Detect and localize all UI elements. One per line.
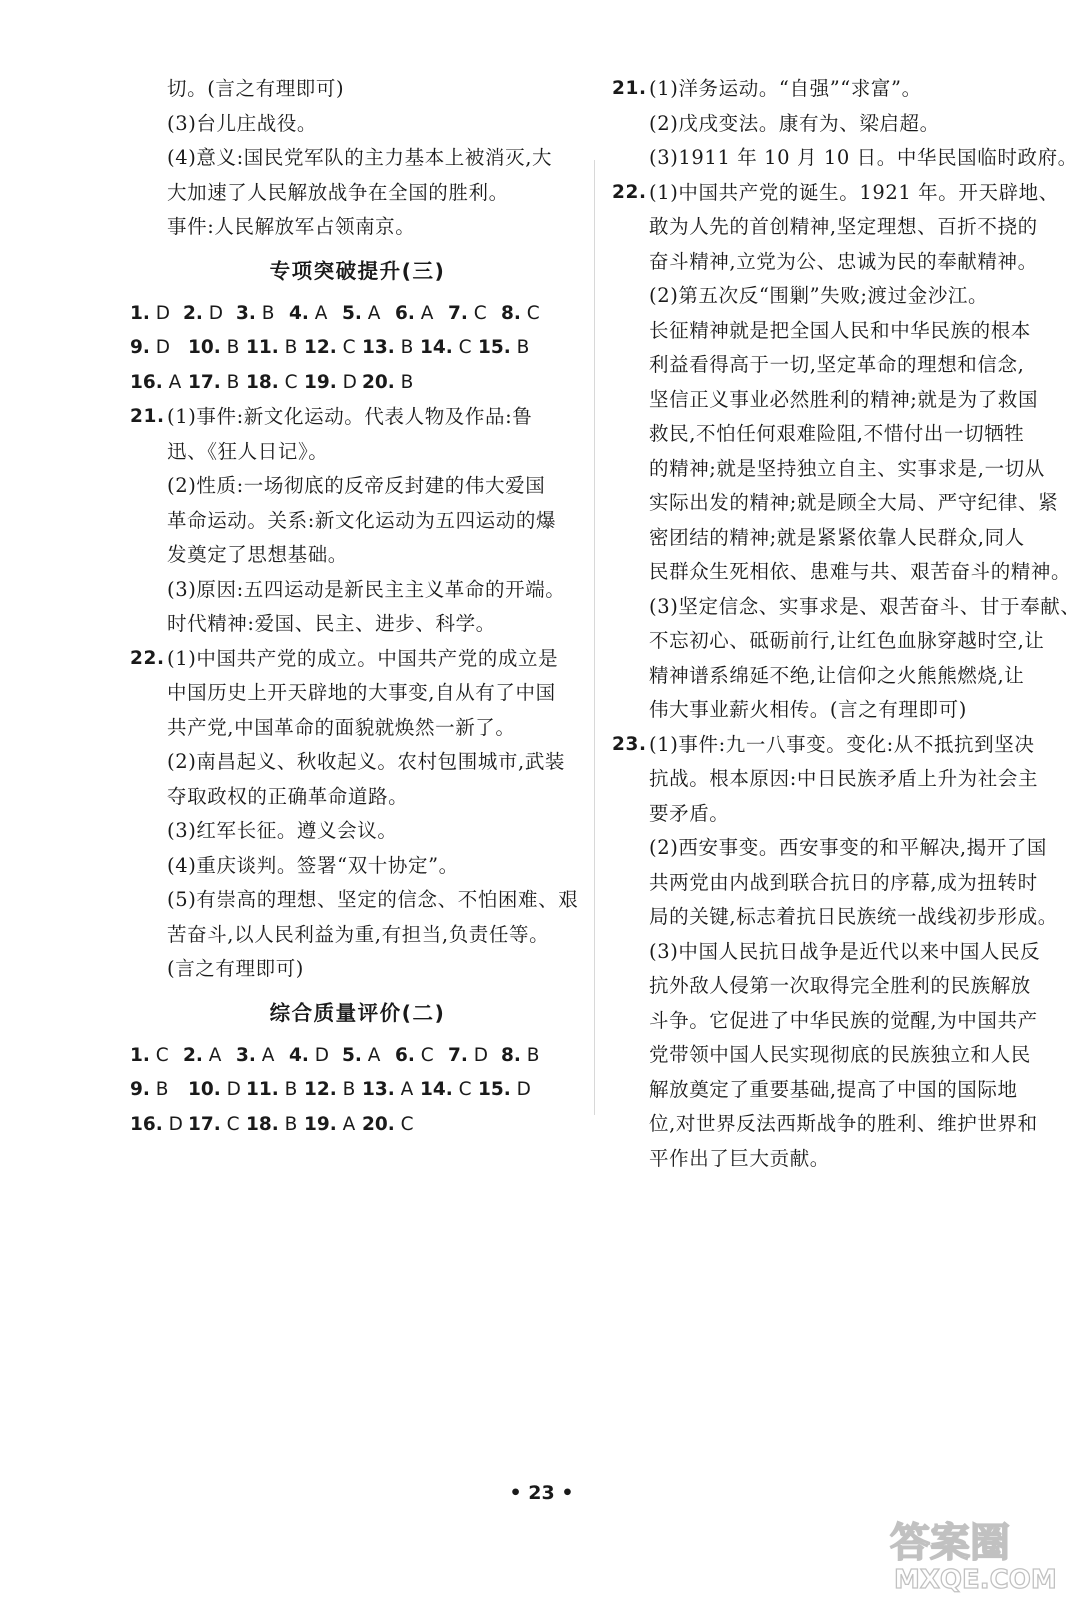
- question-number: 21.: [612, 78, 647, 99]
- choice-letter: D: [516, 1079, 531, 1100]
- choice-number: 20.: [362, 1113, 395, 1135]
- choice-number: 11.: [246, 337, 279, 358]
- choice-letter: B: [526, 1044, 540, 1066]
- question-number: 23.: [612, 733, 647, 755]
- choice-number: 14.: [420, 337, 453, 358]
- answer-line: [612, 1107, 1062, 1142]
- choice-letter: A: [342, 1113, 356, 1135]
- choice-letter: A: [208, 1044, 222, 1066]
- choice-answer: [236, 1039, 289, 1074]
- answer-line: [612, 486, 1062, 521]
- choice-number: 5.: [342, 302, 362, 324]
- choice-letter: D: [155, 337, 171, 358]
- answer-line: [130, 780, 585, 815]
- choice-letter: C: [458, 1079, 472, 1100]
- choice-letter: B: [261, 302, 275, 324]
- choice-answer: [478, 331, 536, 366]
- answer-text: 解放奠定了重要基础,提高了中国的国际地: [649, 1077, 1018, 1101]
- answer-line: 事件:人民解放军占领南京。: [167, 215, 416, 238]
- answer-text: (4)重庆谈判。签署“双十协定”。: [167, 853, 459, 877]
- choice-number: 17.: [188, 371, 221, 393]
- answer-text: 要矛盾。: [649, 801, 730, 825]
- answer-line: [612, 1073, 1062, 1108]
- choice-answer: [246, 331, 304, 366]
- question-number-spacer: [612, 1038, 649, 1073]
- choice-answer: [130, 1073, 188, 1108]
- answer-line: [612, 728, 1062, 763]
- answer-text: 伟大事业薪火相传。(言之有理即可): [649, 698, 967, 721]
- question-number-spacer: [130, 780, 167, 815]
- answer-text: 位,对世界反法西斯战争的胜利、维护世界和: [649, 1112, 1038, 1135]
- question-number-spacer: [612, 831, 649, 866]
- choice-letter: D: [473, 1044, 489, 1066]
- choice-letter: B: [226, 371, 240, 393]
- choice-answer: [246, 1073, 304, 1108]
- question-number-spacer: [612, 866, 649, 901]
- answer-line: [612, 176, 1062, 211]
- question-number-spacer: [612, 279, 649, 314]
- answer-text: (1)事件:九一八事变。变化:从不抵抗到坚决: [649, 732, 1035, 756]
- choice-number: 20.: [362, 371, 395, 393]
- answer-line: 切。(言之有理即可): [167, 77, 345, 100]
- answer-line: [130, 952, 585, 987]
- answer-text: 夺取政权的正确革命道路。: [167, 784, 409, 808]
- answer-text: (2)第五次反“围剿”失败;渡过金沙江。: [649, 284, 989, 307]
- answer-text: (2)戊戌变法。康有为、梁启超。: [649, 111, 940, 135]
- answer-text: (2)南昌起义、秋收起义。农村包围城市,武装: [167, 750, 566, 773]
- choice-number: 8.: [501, 302, 521, 324]
- answer-text: (5)有崇高的理想、坚定的信念、不怕困难、艰: [167, 888, 579, 911]
- choice-answer: [130, 366, 188, 401]
- left-column: [130, 72, 585, 1142]
- choice-answer: [246, 1108, 304, 1143]
- choice-letter: C: [155, 1044, 169, 1066]
- section-title: 综合质量评价(二): [269, 1000, 446, 1025]
- answer-line: [612, 1142, 1062, 1177]
- choice-answer: [183, 1039, 236, 1074]
- choice-letter: D: [208, 302, 224, 324]
- question-number-spacer: [612, 245, 649, 280]
- question-number-spacer: [612, 797, 649, 832]
- question-number-spacer: [130, 814, 167, 849]
- answer-text: 密团结的精神;就是紧紧依靠人民群众,同人: [649, 525, 1025, 549]
- answer-line: [612, 314, 1062, 349]
- choice-letter: D: [314, 1044, 330, 1066]
- question-number-spacer: [130, 607, 167, 642]
- answer-line: [612, 693, 1062, 728]
- question-number-spacer: [612, 762, 649, 797]
- choice-answer-row: [130, 331, 585, 366]
- choice-answer: [395, 1039, 448, 1074]
- answer-line: [130, 538, 585, 573]
- choice-number: 16.: [130, 1113, 163, 1135]
- choice-answer-row: [130, 366, 585, 401]
- choice-number: 6.: [395, 302, 415, 324]
- choice-number: 2.: [183, 302, 203, 324]
- answer-line: [612, 969, 1062, 1004]
- choice-number: 16.: [130, 371, 163, 393]
- choice-number: 7.: [448, 302, 468, 324]
- answer-line: [612, 831, 1062, 866]
- question-number-spacer: [130, 538, 167, 573]
- answer-line: [130, 711, 585, 746]
- choice-answer: [395, 297, 448, 332]
- answer-text: 迅、《狂人日记》。: [167, 439, 329, 463]
- answer-line: [612, 555, 1072, 590]
- answer-line: [612, 762, 1062, 797]
- svg-text:MXQE.COM: MXQE.COM: [894, 1565, 1057, 1594]
- answer-line: [612, 107, 1062, 142]
- question-number-spacer: [612, 693, 649, 728]
- watermark-logo: [882, 1508, 1067, 1594]
- answer-text: 发奠定了思想基础。: [167, 543, 348, 566]
- answer-line: [612, 659, 1062, 694]
- choice-answer: [420, 331, 478, 366]
- answer-line: [612, 935, 1062, 970]
- choice-number: 12.: [304, 337, 337, 358]
- answer-line: [612, 521, 1062, 556]
- choice-letter: B: [226, 337, 240, 358]
- section-title: 专项突破提升(三): [269, 258, 446, 283]
- choice-letter: D: [168, 1113, 183, 1135]
- choice-number: 19.: [304, 371, 337, 393]
- choice-letter: B: [284, 1079, 298, 1100]
- choice-answer: [362, 1108, 420, 1143]
- choice-letter: C: [226, 1113, 240, 1135]
- choice-answer: [342, 297, 395, 332]
- question-number-spacer: [612, 935, 649, 970]
- answer-text: (3)红军长征。遵义会议。: [167, 819, 398, 842]
- choice-answer: [448, 1039, 501, 1074]
- choice-number: 17.: [188, 1113, 221, 1135]
- answer-line: [130, 504, 585, 539]
- choice-answer: [304, 1073, 362, 1108]
- question-number-spacer: [130, 676, 167, 711]
- question-number-spacer: [612, 452, 649, 487]
- question-number: 22.: [612, 181, 647, 203]
- choice-letter: B: [284, 1113, 298, 1135]
- choice-answer: [362, 331, 420, 366]
- choice-letter: C: [473, 302, 487, 324]
- answer-line: [612, 417, 1062, 452]
- choice-letter: B: [400, 371, 414, 393]
- question-number: 22.: [130, 647, 165, 669]
- choice-answer: [130, 1108, 188, 1143]
- choice-answer: [188, 1108, 246, 1143]
- question-number-spacer: [130, 711, 167, 746]
- choice-letter: C: [458, 337, 472, 358]
- choice-letter: C: [342, 337, 356, 358]
- choice-answer: [478, 1073, 536, 1108]
- column-divider: [594, 160, 595, 1115]
- choice-answer: [246, 366, 304, 401]
- answer-line: [130, 400, 585, 435]
- answer-text: 斗争。它促进了中华民族的觉醒,为中国共产: [649, 1008, 1038, 1032]
- choice-letter: B: [516, 337, 530, 358]
- choice-answer: [188, 1073, 246, 1108]
- answer-line: [130, 676, 585, 711]
- choice-letter: A: [168, 371, 182, 393]
- choice-number: 3.: [236, 1044, 256, 1066]
- choice-number: 14.: [420, 1079, 453, 1100]
- answer-text: 党带领中国人民实现彻底的民族独立和人民: [649, 1043, 1031, 1066]
- choice-answer: [304, 1108, 362, 1143]
- question-number-spacer: [612, 521, 649, 556]
- answer-line: [130, 883, 585, 918]
- answer-text: 局的关键,标志着抗日民族统一战线初步形成。: [649, 905, 1058, 928]
- answer-line: [612, 1038, 1062, 1073]
- choice-letter: A: [420, 302, 434, 324]
- answer-text: (1)中国共产党的成立。中国共产党的成立是: [167, 646, 559, 670]
- choice-letter: D: [226, 1079, 241, 1100]
- answer-line: [130, 573, 585, 608]
- choice-answer-row: [130, 1039, 585, 1074]
- answer-text: 民群众生死相依、患难与共、艰苦奋斗的精神。: [649, 560, 1072, 583]
- choice-letter: C: [284, 371, 298, 393]
- answer-text: 苦奋斗,以人民利益为重,有担当,负责任等。: [167, 922, 550, 946]
- question-number-spacer: [612, 141, 649, 176]
- answer-line: [612, 452, 1062, 487]
- answer-text: (2)性质:一场彻底的反帝反封建的伟大爱国: [167, 474, 546, 497]
- choice-number: 6.: [395, 1044, 415, 1066]
- question-number: 21.: [130, 406, 165, 427]
- answer-text: 坚信正义事业必然胜利的精神;就是为了救国: [649, 387, 1039, 411]
- choice-number: 11.: [246, 1079, 279, 1100]
- answer-text: (1)中国共产党的诞生。1921 年。开天辟地、: [649, 180, 1059, 204]
- answer-line: [130, 642, 585, 677]
- choice-letter: C: [420, 1044, 434, 1066]
- answer-text: 抗外敌人侵第一次取得完全胜利的民族解放: [649, 974, 1031, 997]
- question-number-spacer: [612, 107, 649, 142]
- choice-letter: A: [400, 1079, 414, 1100]
- answer-line: [612, 245, 1062, 280]
- choice-letter: B: [284, 337, 298, 358]
- choice-answer: [130, 331, 188, 366]
- choice-number: 13.: [362, 1079, 395, 1100]
- choice-letter: B: [400, 337, 414, 358]
- question-number-spacer: [612, 900, 649, 935]
- choice-number: 5.: [342, 1044, 362, 1066]
- choice-letter: A: [261, 1044, 275, 1066]
- question-number-spacer: [612, 1142, 649, 1177]
- answer-text: 平作出了巨大贡献。: [649, 1146, 830, 1170]
- question-number-spacer: [612, 1107, 649, 1142]
- answer-text: 抗战。根本原因:中日民族矛盾上升为社会主: [649, 767, 1039, 790]
- choice-answer: [188, 366, 246, 401]
- choice-number: 4.: [289, 1044, 309, 1066]
- choice-answer: [362, 366, 420, 401]
- answer-text: 救民,不怕任何艰难险阻,不惜付出一切牺牲: [649, 422, 1025, 445]
- answer-line: [130, 814, 585, 849]
- question-number-spacer: [130, 918, 167, 953]
- answer-line: [612, 210, 1062, 245]
- answer-line: (3)台儿庄战役。: [167, 111, 318, 135]
- choice-answer: [183, 297, 236, 332]
- choice-number: 15.: [478, 337, 511, 358]
- answer-line: [130, 745, 585, 780]
- choice-answer: [188, 331, 246, 366]
- choice-letter: B: [342, 1079, 356, 1100]
- choice-number: 2.: [183, 1044, 203, 1066]
- choice-letter: A: [367, 1044, 381, 1066]
- choice-number: 1.: [130, 1044, 150, 1066]
- question-number-spacer: [612, 210, 649, 245]
- answer-line: [612, 72, 1062, 107]
- choice-letter: C: [400, 1113, 414, 1135]
- choice-number: 9.: [130, 337, 150, 358]
- choice-answer: [342, 1039, 395, 1074]
- choice-answer: [289, 297, 342, 332]
- question-number-spacer: [130, 435, 167, 470]
- answer-text: (1)事件:新文化运动。代表人物及作品:鲁: [167, 405, 533, 428]
- question-number-spacer: [612, 314, 649, 349]
- answer-text: 共产党,中国革命的面貌就焕然一新了。: [167, 715, 516, 739]
- choice-number: 8.: [501, 1044, 521, 1066]
- choice-answer: [448, 297, 501, 332]
- answer-text: 不忘初心、砥砺前行,让红色血脉穿越时空,让: [649, 629, 1045, 652]
- answer-line: [612, 383, 1062, 418]
- choice-number: 10.: [188, 1079, 221, 1100]
- answer-line: [612, 141, 1078, 176]
- answer-line: [612, 900, 1062, 935]
- choice-answer-row: [130, 1073, 585, 1108]
- question-number-spacer: [612, 417, 649, 452]
- choice-letter: B: [155, 1079, 169, 1100]
- answer-text: 共两党由内战到联合抗日的序幕,成为扭转时: [649, 870, 1038, 894]
- question-number-spacer: [612, 486, 649, 521]
- question-number-spacer: [130, 469, 167, 504]
- question-number-spacer: [130, 952, 167, 987]
- answer-text: 中国历史上开天辟地的大事变,自从有了中国: [167, 681, 556, 704]
- answer-text: 奋斗精神,立党为公、忠诚为民的奉献精神。: [649, 249, 1038, 273]
- choice-number: 1.: [130, 302, 150, 324]
- choice-letter: D: [155, 302, 171, 324]
- choice-letter: A: [314, 302, 328, 324]
- choice-number: 4.: [289, 302, 309, 324]
- choice-answer: [236, 297, 289, 332]
- answer-text: 实际出发的精神;就是顾全大局、严守纪律、紧: [649, 491, 1059, 514]
- answer-line: [130, 849, 585, 884]
- answer-text: (1)洋务运动。“自强”“求富”。: [649, 77, 922, 100]
- answer-text: (3)原因:五四运动是新民主主义革命的开端。: [167, 577, 566, 601]
- right-column: [612, 72, 1081, 1176]
- choice-letter: A: [367, 302, 381, 324]
- answer-text: (3)中国人民抗日战争是近代以来中国人民反: [649, 939, 1041, 963]
- answer-text: (2)西安事变。西安事变的和平解决,揭开了国: [649, 836, 1048, 859]
- question-number-spacer: [612, 659, 649, 694]
- choice-answer-row: [130, 1108, 585, 1143]
- question-number-spacer: [612, 348, 649, 383]
- choice-answer: [304, 366, 362, 401]
- choice-number: 19.: [304, 1113, 337, 1135]
- answer-line: [612, 624, 1062, 659]
- choice-answer: [501, 1039, 554, 1074]
- answer-text: 时代精神:爱国、民主、进步、科学。: [167, 612, 496, 635]
- answer-line: [612, 797, 1062, 832]
- answer-text: 长征精神就是把全国人民和中华民族的根本: [649, 318, 1031, 342]
- answer-text: 的精神;就是坚持独立自主、实事求是,一切从: [649, 456, 1045, 480]
- answer-text: 利益看得高于一切,坚定革命的理想和信念,: [649, 353, 1025, 376]
- answer-text: 革命运动。关系:新文化运动为五四运动的爆: [167, 508, 557, 532]
- choice-answer: [362, 1073, 420, 1108]
- choice-answer: [420, 1073, 478, 1108]
- question-number-spacer: [130, 883, 167, 918]
- choice-answer: [130, 297, 183, 332]
- choice-answer: [501, 297, 554, 332]
- question-number-spacer: [612, 383, 649, 418]
- answer-line: (4)意义:国民党军队的主力基本上被消灭,大: [167, 146, 553, 169]
- question-number-spacer: [612, 969, 649, 1004]
- answer-line: [612, 866, 1062, 901]
- question-number-spacer: [130, 745, 167, 780]
- choice-answer: [130, 1039, 183, 1074]
- answer-text: (3)坚定信念、实事求是、艰苦奋斗、甘于奉献、: [649, 594, 1081, 618]
- svg-text:答案圈: 答案圈: [890, 1520, 1010, 1566]
- answer-line: [130, 607, 585, 642]
- question-number-spacer: [612, 1004, 649, 1039]
- question-number-spacer: [612, 624, 649, 659]
- answer-line: [612, 348, 1062, 383]
- choice-number: 3.: [236, 302, 256, 324]
- choice-number: 13.: [362, 337, 395, 358]
- choice-number: 15.: [478, 1079, 511, 1100]
- question-number-spacer: [130, 849, 167, 884]
- answer-line: [612, 279, 1062, 314]
- answer-text: 敢为人先的首创精神,坚定理想、百折不挠的: [649, 215, 1038, 238]
- answer-line: 大加速了人民解放战争在全国的胜利。: [167, 180, 509, 204]
- answer-text: 精神谱系绵延不绝,让信仰之火熊熊燃烧,让: [649, 663, 1025, 687]
- question-number-spacer: [130, 504, 167, 539]
- answer-line: [130, 435, 585, 470]
- choice-number: 10.: [188, 337, 221, 358]
- question-number-spacer: [130, 573, 167, 608]
- question-number-spacer: [612, 555, 649, 590]
- page-number: • 23 •: [509, 1482, 574, 1504]
- choice-letter: D: [342, 371, 357, 393]
- choice-number: 18.: [246, 371, 279, 393]
- choice-number: 12.: [304, 1079, 337, 1100]
- choice-answer: [304, 331, 362, 366]
- choice-number: 7.: [448, 1044, 468, 1066]
- answer-text: (3)1911 年 10 月 10 日。中华民国临时政府。: [649, 146, 1078, 169]
- answer-line: [612, 1004, 1062, 1039]
- choice-number: 18.: [246, 1113, 279, 1135]
- answer-line: [130, 469, 585, 504]
- answer-line: [130, 918, 585, 953]
- answer-text: (言之有理即可): [167, 957, 305, 980]
- choice-number: 9.: [130, 1079, 150, 1100]
- choice-letter: C: [526, 302, 540, 324]
- answer-line: [612, 590, 1081, 625]
- question-number-spacer: [612, 590, 649, 625]
- question-number-spacer: [612, 1073, 649, 1108]
- choice-answer-row: [130, 297, 585, 332]
- choice-answer: [289, 1039, 342, 1074]
